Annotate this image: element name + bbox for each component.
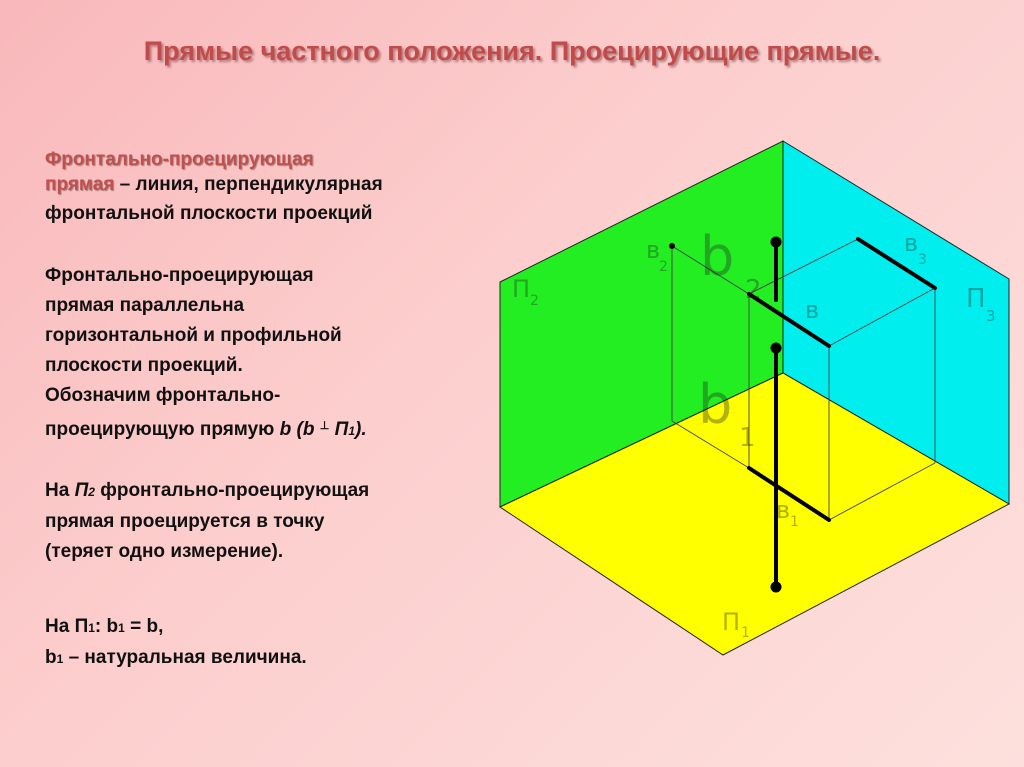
point-top <box>771 237 782 248</box>
definition-line3: фронтальной плоскости проекций <box>45 203 373 224</box>
point-mid <box>771 343 782 354</box>
para3-prefix: На <box>45 480 75 501</box>
perpendicular-symbol: ⊥ <box>319 420 330 432</box>
label-big-1: 1 <box>739 423 756 453</box>
label-p1: П <box>722 608 741 636</box>
label-b1: в <box>776 496 791 524</box>
para4-post: = b, <box>124 616 164 637</box>
label-p2-sub: 2 <box>530 293 539 309</box>
label-p3: П <box>966 284 986 314</box>
pi-subscript: 1 <box>348 424 356 438</box>
pi2-symbol: П <box>74 480 89 501</box>
term-label-2: прямая <box>45 174 115 195</box>
point-bottom <box>771 582 782 593</box>
para2-line4: плоскости проекций. <box>45 355 243 376</box>
paren-close: ). <box>355 419 367 440</box>
point-b2 <box>669 243 675 249</box>
pi2-subscript: 2 <box>88 485 95 499</box>
para2-line6-text: проецирующую прямую <box>45 419 280 440</box>
para3-line3: (теряет одно измерение). <box>45 541 284 562</box>
label-p2: П <box>512 275 531 303</box>
label-p1-sub: 1 <box>741 625 750 641</box>
label-big-b-top: b <box>700 225 735 288</box>
para4-prefix: На П <box>45 616 89 637</box>
slide-title: Прямые частного положения. Проецирующие прямые. <box>143 36 881 66</box>
b1-subscript-2: 1 <box>56 652 64 666</box>
definition-text: – линия, перпендикулярная <box>114 174 383 195</box>
label-b2-sub: 2 <box>659 259 668 275</box>
para2-line1: Фронтально-проецирующая <box>45 265 314 286</box>
para3-line2: прямая проецируется в точку <box>45 511 325 532</box>
pi-symbol: П <box>329 419 349 440</box>
para2-line2: прямая параллельна <box>45 295 245 316</box>
para2-line3: горизонтальной и профильной <box>45 325 342 346</box>
label-big-b-mid: b <box>698 373 733 436</box>
term-label: Фронтально-проецирующая <box>45 149 314 170</box>
para3-line1-text: фронтально-проецирующая <box>94 480 370 501</box>
b1-symbol: b <box>45 647 57 668</box>
label-b1-sub: 1 <box>790 514 799 530</box>
label-p3-sub: 3 <box>986 307 996 325</box>
para4-mid: : b <box>94 616 119 637</box>
label-b3-sub: 3 <box>918 252 927 268</box>
label-b: в <box>805 296 820 324</box>
label-b3: в <box>904 229 919 257</box>
label-big-2: 2 <box>745 275 762 305</box>
para4-line2-text: – натуральная величина. <box>63 647 307 668</box>
b1-subscript: 1 <box>118 621 125 635</box>
label-b2: в <box>646 236 661 264</box>
para2-line5: Обозначим фронтально- <box>45 385 281 406</box>
pi1-subscript: 1 <box>88 621 95 635</box>
paren-open: (b <box>291 419 320 440</box>
b-symbol: b <box>279 419 292 440</box>
